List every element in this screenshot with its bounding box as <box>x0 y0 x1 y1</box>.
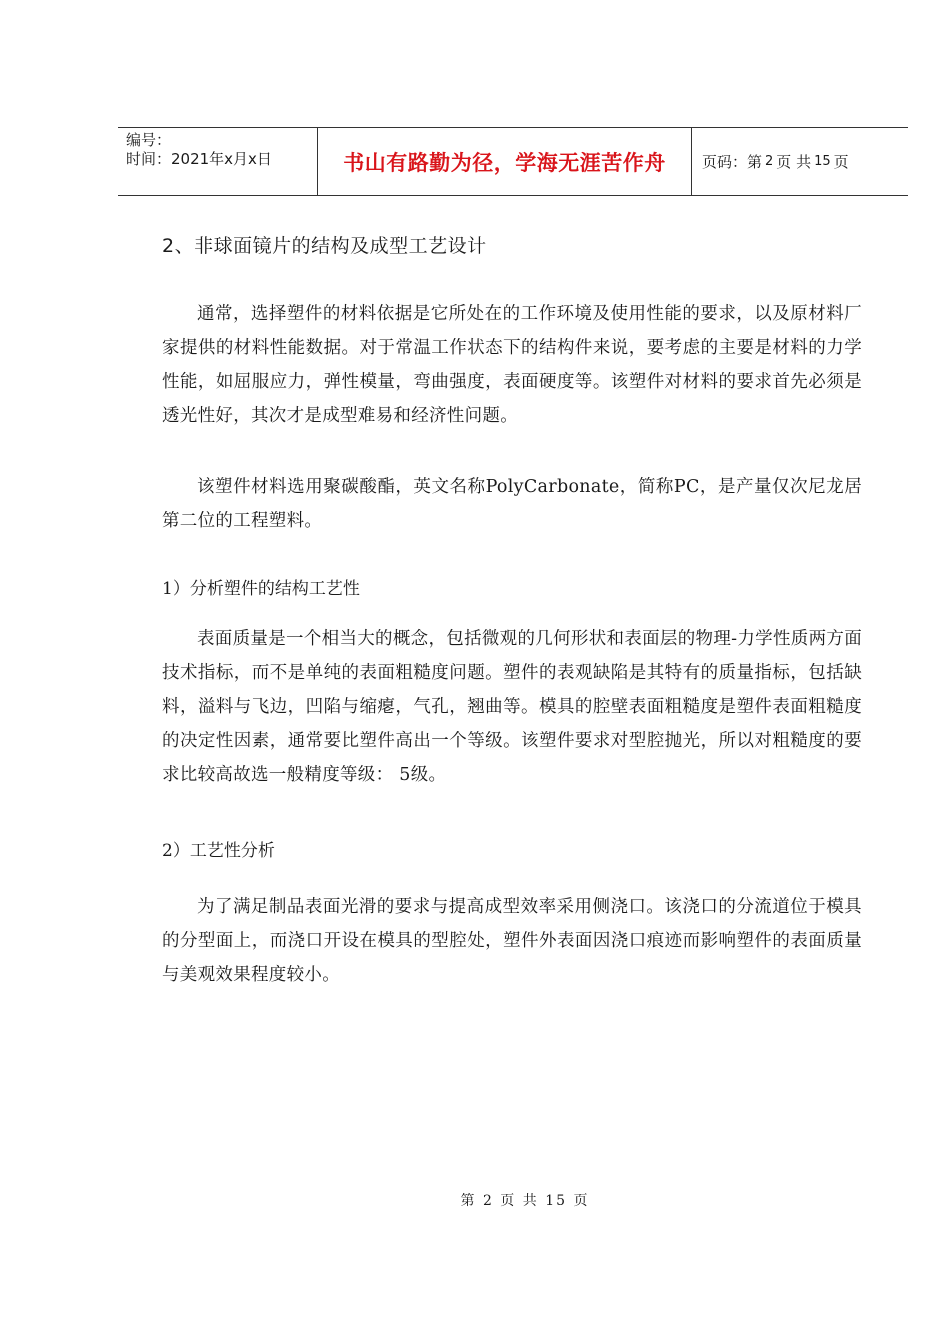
page-end-label: 页 <box>833 153 849 171</box>
page-footer: 第 2 页 共 15 页 <box>460 1193 590 1209</box>
header-meta-cell <box>118 128 318 195</box>
header-page-cell <box>692 128 908 195</box>
section-title: 2、非球面镜片的结构及成型工艺设计 <box>162 235 487 257</box>
subheading-structure-analysis: 1）分析塑件的结构工艺性 <box>162 579 360 599</box>
serial-number-label: 编号： <box>126 131 172 149</box>
page-total: 15 <box>814 154 831 169</box>
paragraph-surface-quality: 表面质量是一个相当大的概念，包括微观的几何形状和表面层的物理-力学性质两方面技术指标，而不是单纯的表面粗糙度问题。塑件的表观缺陷是其特有的质量指标，包括缺料，溢料与飞边，凹陷与缩瘪，气孔，翘曲等。模具的腔壁表面粗糙度是塑件表面粗糙度的决定性因素，通常要比塑件高出一个等级。该塑件要求对型腔抛光，所以对粗糙度的要求比较高故选一般精度等级： 5级。 <box>162 629 862 785</box>
subheading-process-analysis: 2）工艺性分析 <box>162 841 275 861</box>
paragraph-material-selection: 通常，选择塑件的材料依据是它所处在的工作环境及使用性能的要求，以及原材料厂家提供的材料性能数据。对于常温工作状态下的结构件来说，要考虑的主要是材料的力学性能，如屈服应力，弹性模量，弯曲强度，表面硬度等。该塑件对材料的要求首先必须是透光性好，其次才是成型难易和经济性问题。 <box>162 304 862 426</box>
paragraph-pc-material: 该塑件材料选用聚碳酸酯，英文名称PolyCarbonate，简称PC，是产量仅次尼龙居第二位的工程塑料。 <box>162 477 862 531</box>
paragraph-gate-design: 为了满足制品表面光滑的要求与提高成型效率采用侧浇口。该浇口的分流道位于模具的分型面上，而浇口开设在模具的型腔处，塑件外表面因浇口痕迹而影响塑件的表面质量与美观效果程度较小。 <box>162 897 862 985</box>
document-header <box>118 127 908 196</box>
header-motto-cell <box>318 128 692 195</box>
time-label: 时间：2021年x月x日 <box>126 150 272 168</box>
motto-text: 书山有路勤为径，学海无涯苦作舟 <box>343 150 666 175</box>
page-current: 2 <box>765 154 774 169</box>
page-mid-label: 页 共 <box>776 153 812 171</box>
page-label: 页码：第 <box>702 153 763 171</box>
